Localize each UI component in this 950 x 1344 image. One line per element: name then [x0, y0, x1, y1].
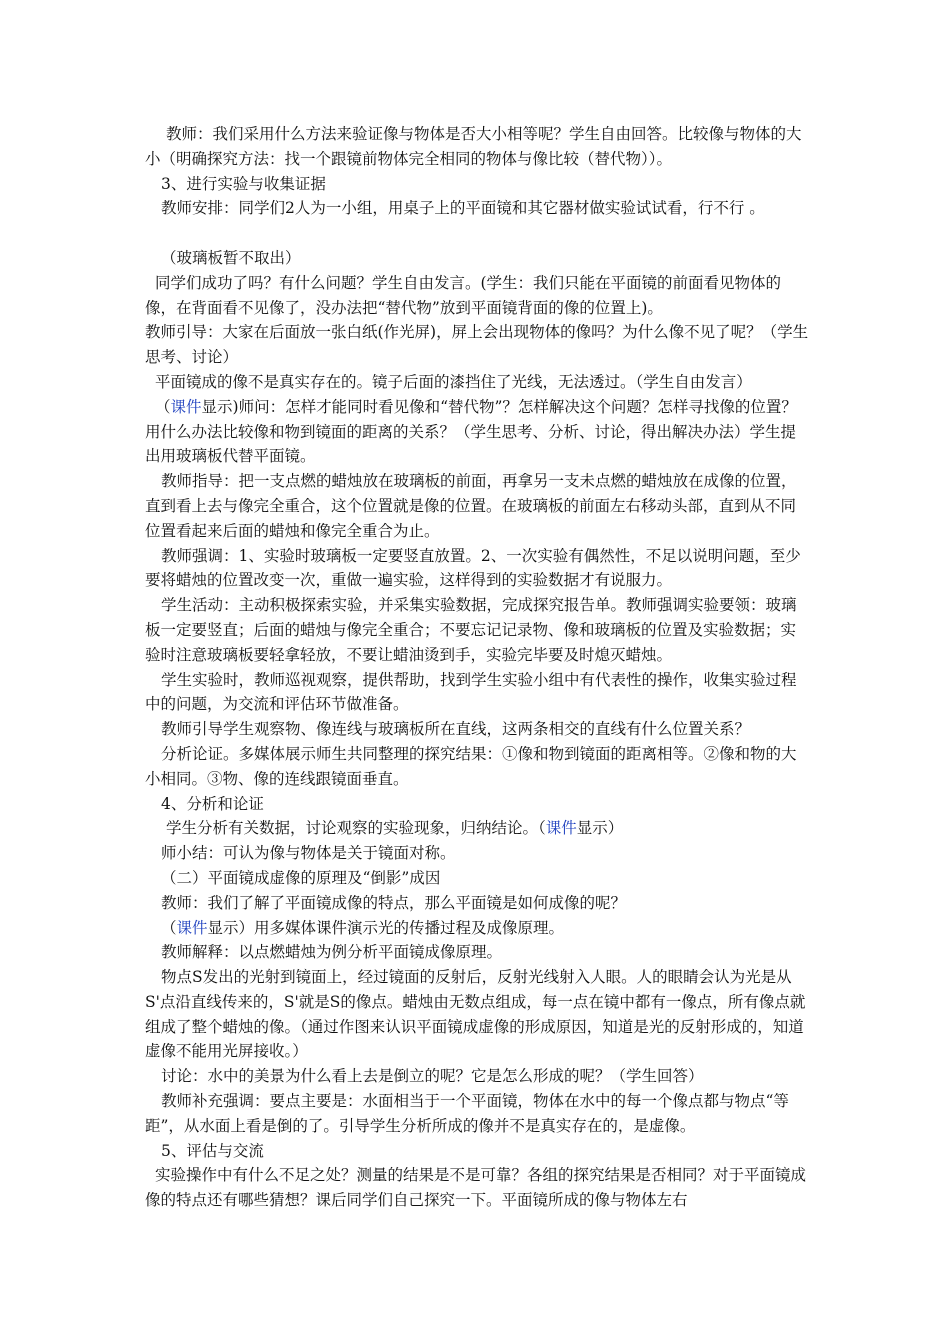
paragraph: 教师补充强调：要点主要是：水面相当于一个平面镜，物体在水中的每一个像点都与物点“等距”，从水面上看是倒的了。引导学生分析所成的像并不是真实存在的，是虚像。: [145, 1092, 789, 1135]
paragraph: 讨论：水中的美景为什么看上去是倒立的呢？它是怎么形成的呢？（学生回答）: [161, 1067, 704, 1086]
paragraph: 同学们成功了吗？有什么问题？学生自由发言。(学生：我们只能在平面镜的前面看见物体的像，在背面看不见像了，没办法把“替代物”放到平面镜背面的像的位置上)。: [145, 273, 782, 317]
section-heading: （二）平面镜成虚像的原理及“倒影”成因: [161, 868, 441, 887]
paragraph: 学生实验时，教师巡视观察，提供帮助，找到学生实验小组中有代表性的操作，收集实验过程中的问题，为交流和评估环节做准备。: [145, 670, 797, 714]
paragraph: 学生活动：主动积极探索实验，并采集实验数据，完成探究报告单。教师强调实验要领：玻璃板一定要竖直；后面的蜡烛与像完全重合；不要忘记记录物、像和玻璃板的位置及实验数据；实验时注意玻璃板要轻拿轻放，不要让蜡油烫到手，实验完毕要及时熄灭蜡烛。: [145, 596, 797, 664]
courseware-link[interactable]: 课件: [545, 819, 577, 838]
paragraph: 教师指导：把一支点燃的蜡烛放在玻璃板的前面，再拿另一支未点燃的蜡烛放在成像的位置，直到看上去与像完全重合，这个位置就是像的位置。在玻璃板的前面左右移动头部，直到从不同位置看起来后面的蜡烛和像完全重合为止。: [145, 472, 797, 540]
paragraph: 分析论证。多媒体展示师生共同整理的探究结果：①像和物到镜面的距离相等。②像和物的大小相同。③物、像的连线跟镜面垂直。: [145, 744, 797, 788]
paragraph: 教师引导学生观察物、像连线与玻璃板所在直线，这两条相交的直线有什么位置关系？: [161, 720, 751, 739]
section-heading: 5、评估与交流: [161, 1141, 264, 1160]
courseware-link[interactable]: 课件: [170, 397, 202, 416]
section-heading: 4、分析和论证: [161, 794, 264, 813]
section-heading: 3、进行实验与收集证据: [161, 174, 326, 193]
paragraph: 教师：我们了解了平面镜成像的特点，那么平面镜是如何成像的呢？: [161, 893, 627, 912]
paragraph: 教师解释：以点燃蜡烛为例分析平面镜成像原理。: [161, 943, 503, 962]
paragraph: 物点S发出的光射到镜面上，经过镜面的反射后，反射光线射入人眼。人的眼睛会认为光是从S'点沿直线传来的，S'就是S的像点。蜡烛由无数点组成，每一点在镜中都有一像点，所有像点就组成了整个蜡烛的像。（通过作图来认识平面镜成虚像的形成原因，知道是光的反射形成的，知道虚像不能用光屏接收。）: [145, 968, 806, 1061]
paragraph: [145, 816, 809, 841]
paragraph: 实验操作中有什么不足之处？测量的结果是不是可靠？各组的探究结果是否相同？对于平面镜成像的特点还有哪些猜想？课后同学们自己探究一下。平面镜所成的像与物体左右: [145, 1166, 807, 1210]
paragraph: 平面镜成的像不是真实存在的。镜子后面的漆挡住了光线，无法透过。（学生自由发言）: [155, 372, 752, 391]
paragraph: 教师安排：同学们2人为一小组，用桌子上的平面镜和其它器材做实验试试看，行不行 。: [161, 199, 765, 218]
paragraph: [145, 916, 809, 941]
paragraph: 师小结：可认为像与物体是关于镜面对称。: [161, 844, 456, 863]
document-page: [145, 122, 809, 1213]
text-segment: 显示）: [576, 819, 624, 838]
paragraph: （玻璃板暂不取出）: [161, 248, 301, 267]
text-segment: 显示)师问：怎样才能同时看见像和“替代物”？怎样解决这个问题？怎样寻找像的位置？用什么办法比较像和物到镜面的距离的关系？（学生思考、分析、讨论，得出解决办法）学生提出用玻璃板代替平面镜。: [145, 397, 797, 466]
paragraph: 教师引导：大家在后面放一张白纸(作光屏)，屏上会出现物体的像吗？为什么像不见了呢？（学生思考、讨论）: [145, 323, 809, 367]
text-segment: （: [161, 918, 177, 937]
blank-line: [145, 221, 809, 246]
paragraph: 教师：我们采用什么方法来验证像与物体是否大小相等呢？学生自由回答。比较像与物体的大小（明确探究方法：找一个跟镜前物体完全相同的物体与像比较（替代物））。: [145, 125, 802, 168]
courseware-link[interactable]: 课件: [176, 918, 208, 937]
paragraph: 教师强调：1、实验时玻璃板一定要竖直放置。2、一次实验有偶然性，不足以说明问题，至少要将蜡烛的位置改变一次，重做一遍实验，这样得到的实验数据才有说服力。: [145, 546, 801, 590]
text-segment: 显示）用多媒体课件演示光的传播过程及成像原理。: [207, 918, 565, 937]
text-segment: 学生分析有关数据，讨论观察的实验现象，归纳结论。（: [166, 819, 546, 838]
paragraph: [145, 395, 809, 469]
text-segment: （: [155, 397, 171, 416]
